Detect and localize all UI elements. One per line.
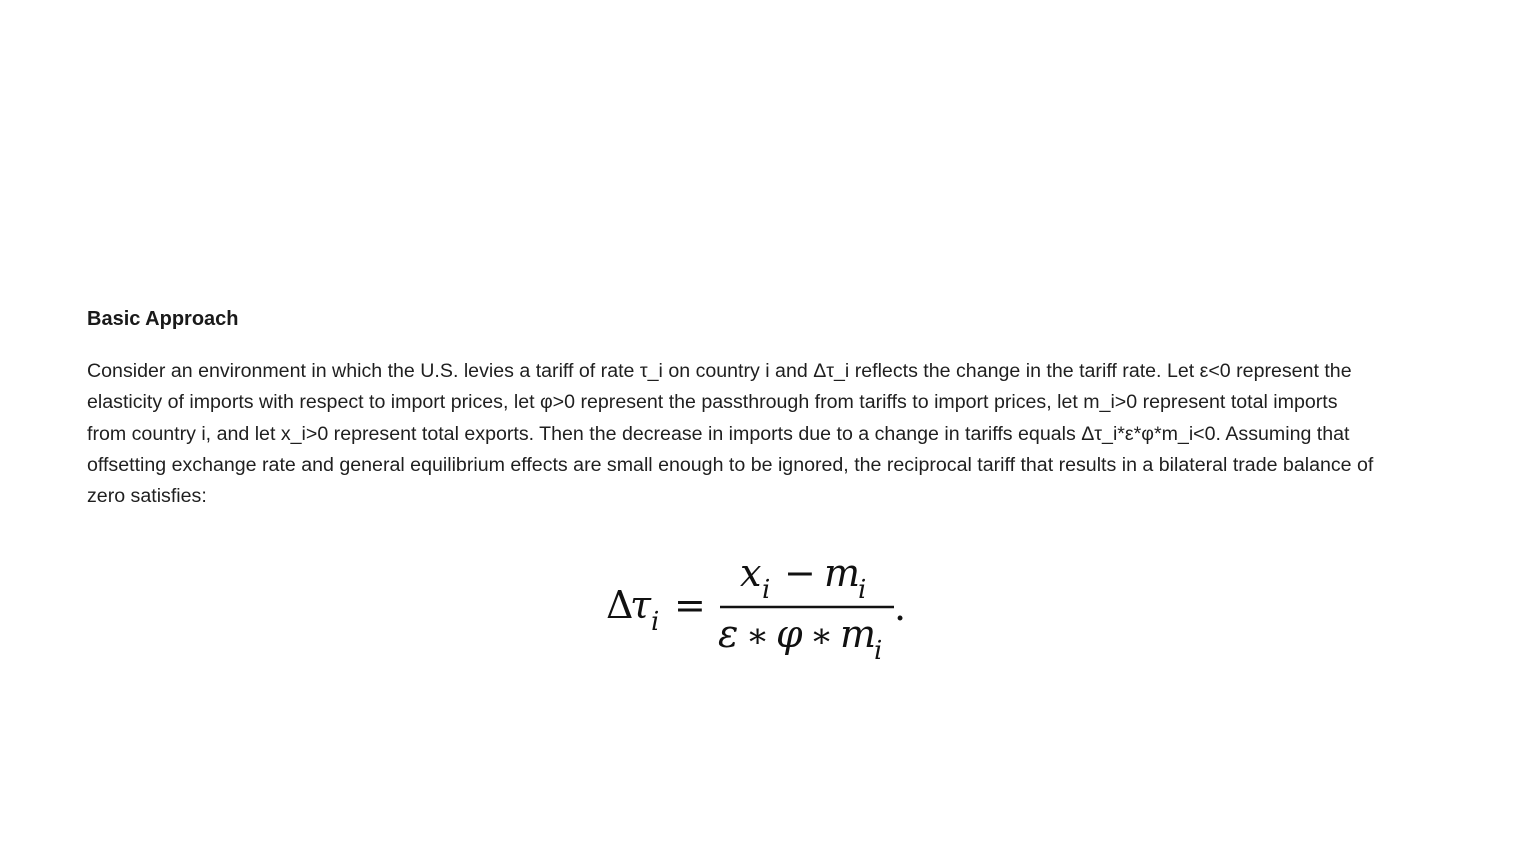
lhs-subscript: i: [651, 607, 660, 637]
paragraph-line-5: zero satisfies:: [87, 485, 207, 508]
denominator-epsilon: ε: [718, 612, 739, 656]
paragraph: [87, 356, 1477, 512]
denominator-star-2: ∗: [810, 616, 834, 656]
tariff-equation: [600, 548, 930, 678]
numerator-x: x: [740, 551, 762, 595]
section-heading: Basic Approach: [87, 308, 239, 330]
denominator-m-subscript: i: [874, 636, 883, 666]
lhs-tau: τ: [630, 583, 652, 627]
numerator-x-subscript: i: [762, 575, 771, 605]
paragraph-line-3: from country i, and let x_i>0 represent total exports. Then the decrease in imports due to a change in tariffs equals Δτ_i*ε*φ*m_i<0. Assuming that: [87, 422, 1350, 445]
denominator-phi: φ: [776, 612, 803, 656]
equation-period: .: [894, 585, 907, 629]
numerator-minus: −: [784, 551, 816, 595]
denominator-m: m: [840, 612, 877, 656]
equals-sign: =: [674, 583, 706, 627]
numerator-m: m: [824, 551, 861, 595]
paragraph-line-2: elasticity of imports with respect to import prices, let φ>0 represent the passthrough from tariffs to import prices, let m_i>0 represent total imports: [87, 391, 1338, 414]
denominator-star-1: ∗: [746, 616, 770, 656]
numerator-m-subscript: i: [858, 575, 867, 605]
lhs-delta: Δ: [606, 583, 634, 627]
equation-svg: [600, 548, 930, 678]
paragraph-line-1: Consider an environment in which the U.S. levies a tariff of rate τ_i on country i and Δτ_i reflects the change in the tariff rate. Let ε<0 represent the: [87, 360, 1352, 382]
paragraph-line-4: offsetting exchange rate and general equilibrium effects are small enough to be ignored, the reciprocal tariff that results in a bilateral trade balance of: [87, 453, 1374, 476]
